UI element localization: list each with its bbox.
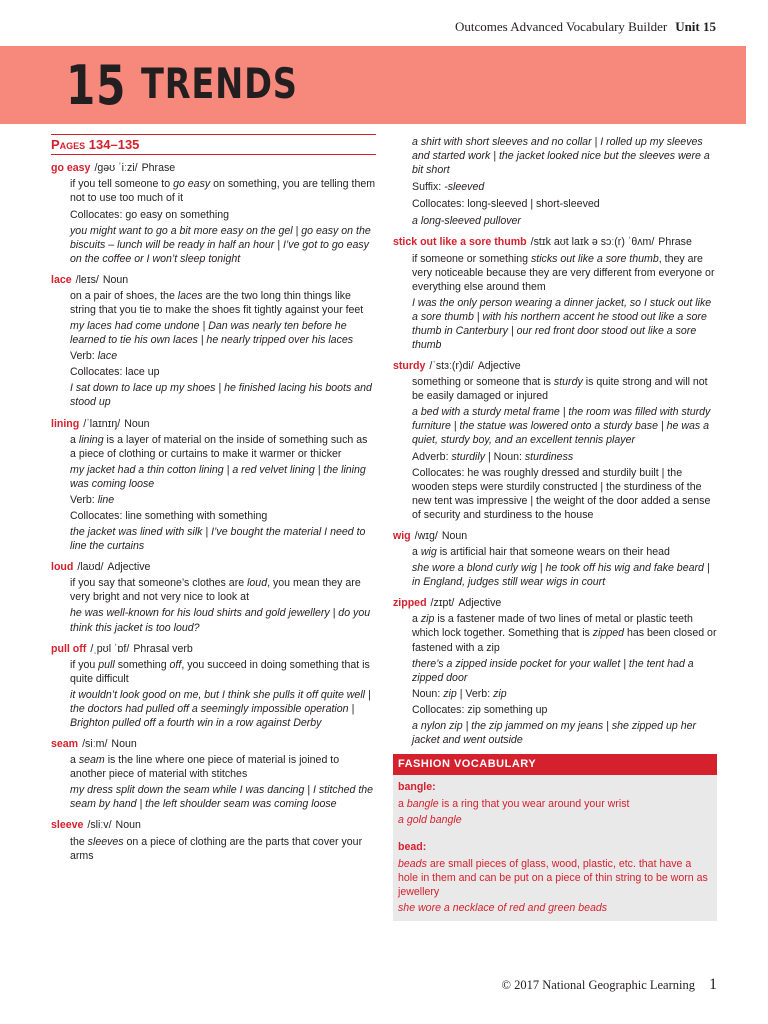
entry-loud [51,560,376,634]
fashion-definition: beads are small pieces of glass, wood, plastic, etc. that have a hole in them and can be put on a piece of thin string to be worn as jewellery [398,857,708,899]
example: my dress split down the seam while I was dancing | I stitched the seam by hand | the left shoulder seam was coming loose [70,784,374,811]
example: the jacket was lined with silk | I’ve bought the material I need to line the curtains [70,526,366,553]
right-column [393,135,717,921]
suffix-form: Suffix: -sleeved [412,181,485,194]
verb-form: Verb: lace [70,350,118,363]
definition: a lining is a layer of material on the inside of something such as a piece of clothing or curtains to make it warmer or thicker [70,433,368,460]
fashion-example: a gold bangle [398,813,462,826]
headword: zipped [393,597,427,610]
pronunciation: /ˈlaɪnɪŋ/ [83,417,121,430]
part-of-speech: Phrase [141,162,176,175]
fashion-word-bead: bead: [398,840,427,853]
pronunciation: /sliːv/ [87,819,112,832]
running-header [455,18,716,35]
entry-sturdy [393,359,717,522]
headword: sturdy [393,360,426,373]
unit-label: Unit 15 [675,19,716,34]
entry-go-easy [51,161,376,266]
definition: the sleeves on a piece of clothing are the parts that cover your arms [70,835,363,862]
headword: loud [51,561,74,574]
example: she wore a blond curly wig | he took off his wig and fake beard | in England, judges still wear wigs in court [412,562,710,589]
part-of-speech: Noun [102,273,129,286]
headword: go easy [51,162,91,175]
fashion-vocabulary-box [393,754,717,921]
page-number: 1 [709,976,717,993]
example: a nylon zip | the zip jammed on my jeans | she zipped up her jacket and went outside [412,719,697,746]
definition: if you say that someone’s clothes are loud, you mean they are very bright and not very nice to look at [70,577,361,604]
part-of-speech: Phrasal verb [133,642,193,655]
collocates: Collocates: go easy on something [70,208,229,221]
example: a bed with a sturdy metal frame | the room was filled with sturdy furniture | the statue was lowered onto a sturdy base | he was a quiet, sturdy boy, and an excellent tennis player [412,406,711,447]
entry-lining [51,417,376,554]
definition: a wig is artificial hair that someone wears on their head [412,546,670,559]
pronunciation: /laʊd/ [77,561,104,574]
pronunciation: /wɪg/ [414,529,438,542]
pronunciation: /stɪk aʊt laɪk ə sɔː(r) ˈθʌm/ [530,236,655,249]
collocates: Collocates: long-sleeved | short-sleeved [412,198,600,211]
pronunciation: /leɪs/ [75,273,99,286]
example: you might want to go a bit more easy on the gel | go easy on the biscuits – lunch will be ready in half an hour | I’ve got to go easy on the coffee or I won’t sleep tonight [70,224,371,265]
headword: sleeve [51,819,84,832]
headword: pull off [51,642,87,655]
part-of-speech: Adjective [477,360,521,373]
part-of-speech: Adjective [107,561,151,574]
copyright: © 2017 National Geographic Learning [501,978,695,992]
part-of-speech: Noun [124,417,150,430]
collocates: Collocates: he was roughly dressed and sturdily built | the wooden steps were sturdily constructed | the sturdiness of the new tent was impressive | the weight of the door added a sense of security and sturdiness to the house [412,466,711,521]
collocates: Collocates: line something with something [70,510,268,522]
headword: wig [393,529,411,542]
fashion-definition: a bangle is a ring that you wear around your wrist [398,797,630,810]
headword: stick out like a sore thumb [393,236,527,249]
fashion-heading: FASHION VOCABULARY [393,754,717,775]
entry-sleeve [51,818,376,862]
example: he was well-known for his loud shirts and gold jewellery | do you think this jacket is too loud? [70,607,371,634]
definition: a zip is a fastener made of two lines of metal or plastic teeth which lock together. Something that is zipped has been closed or fastened with a zip [412,613,717,654]
definition: if you tell someone to go easy on something, you are telling them not to use too much of it [70,178,376,205]
entry-sleeve-continued [393,135,717,228]
entry-zipped [393,596,717,747]
example: my jacket had a thin cotton lining | a red velvet lining | the lining was coming loose [70,463,366,490]
part-of-speech: Noun [115,819,141,832]
pronunciation: /gəʊ ˈiːzi/ [94,162,138,175]
pronunciation: /ˈstɜː(r)di/ [429,360,474,373]
definition: on a pair of shoes, the laces are the two long thin things like string that you tie to make the shoes fit tightly against your feet [70,289,364,316]
word-forms: Adverb: sturdily | Noun: sturdiness [412,450,574,463]
part-of-speech: Phrase [658,236,692,249]
unit-number: 15 [66,54,127,117]
collocates: Collocates: lace up [70,366,160,379]
entry-pull-off [51,642,376,730]
unit-banner [0,46,746,124]
example: there’s a zipped inside pocket for your wallet | the tent had a zipped door [412,657,694,684]
headword: lining [51,417,80,430]
example: a shirt with short sleeves and no collar | I rolled up my sleeves and started work | the jacket looked nice but the sleeves were a bit short [412,136,710,177]
unit-title: TRENDS [141,59,298,108]
example: I sat down to lace up my shoes | he finished lacing his boots and stood up [70,382,372,409]
fashion-word-bangle: bangle: [398,780,436,793]
headword: lace [51,273,72,286]
example: a long-sleeved pullover [412,215,521,228]
collocates: Collocates: zip something up [412,703,548,716]
part-of-speech: Noun [111,738,137,751]
definition: if someone or something sticks out like a sore thumb, they are very noticeable because they are very different from everyone or everything else around them [412,252,715,293]
definition: a seam is the line where one piece of material is joined to another piece of material with stitches [70,754,340,781]
fashion-example: she wore a necklace of red and green beads [398,902,608,915]
example: it wouldn’t look good on me, but I think she pulls it off quite well | the doctors had pulled off a seemingly impossible operation | Brighton pulled off a fourth win in a row against Derby [70,688,371,730]
example: I was the only person wearing a dinner jacket, so I stuck out like a sore thumb | with his northern accent he stood out like a sore thumb in Canterbury | our red front door stood out like a sore thumb [412,296,712,352]
entry-lace [51,273,376,410]
left-column [51,134,376,870]
part-of-speech: Adjective [458,597,502,610]
verb-form: Verb: line [70,493,115,506]
entry-wig [393,529,717,589]
pronunciation: /siːm/ [82,738,108,751]
entry-seam [51,737,376,811]
pages-heading: Pages 134–135 [51,134,376,155]
word-forms: Noun: zip | Verb: zip [412,687,507,700]
pronunciation: /ˌpʊl ˈɒf/ [90,642,130,655]
pronunciation: /zɪpt/ [430,597,455,610]
example: my laces had come undone | Dan was nearly ten before he learned to tie his own laces | he nearly tripped over his laces [70,320,354,347]
book-title: Outcomes Advanced Vocabulary Builder [455,19,668,34]
part-of-speech: Noun [441,529,468,542]
headword: seam [51,738,79,751]
definition: something or someone that is sturdy is quite strong and will not be easily damaged or injured [412,376,708,403]
entry-stick-out [393,235,717,352]
definition: if you pull something off, you succeed in doing something that is quite difficult [70,658,370,685]
